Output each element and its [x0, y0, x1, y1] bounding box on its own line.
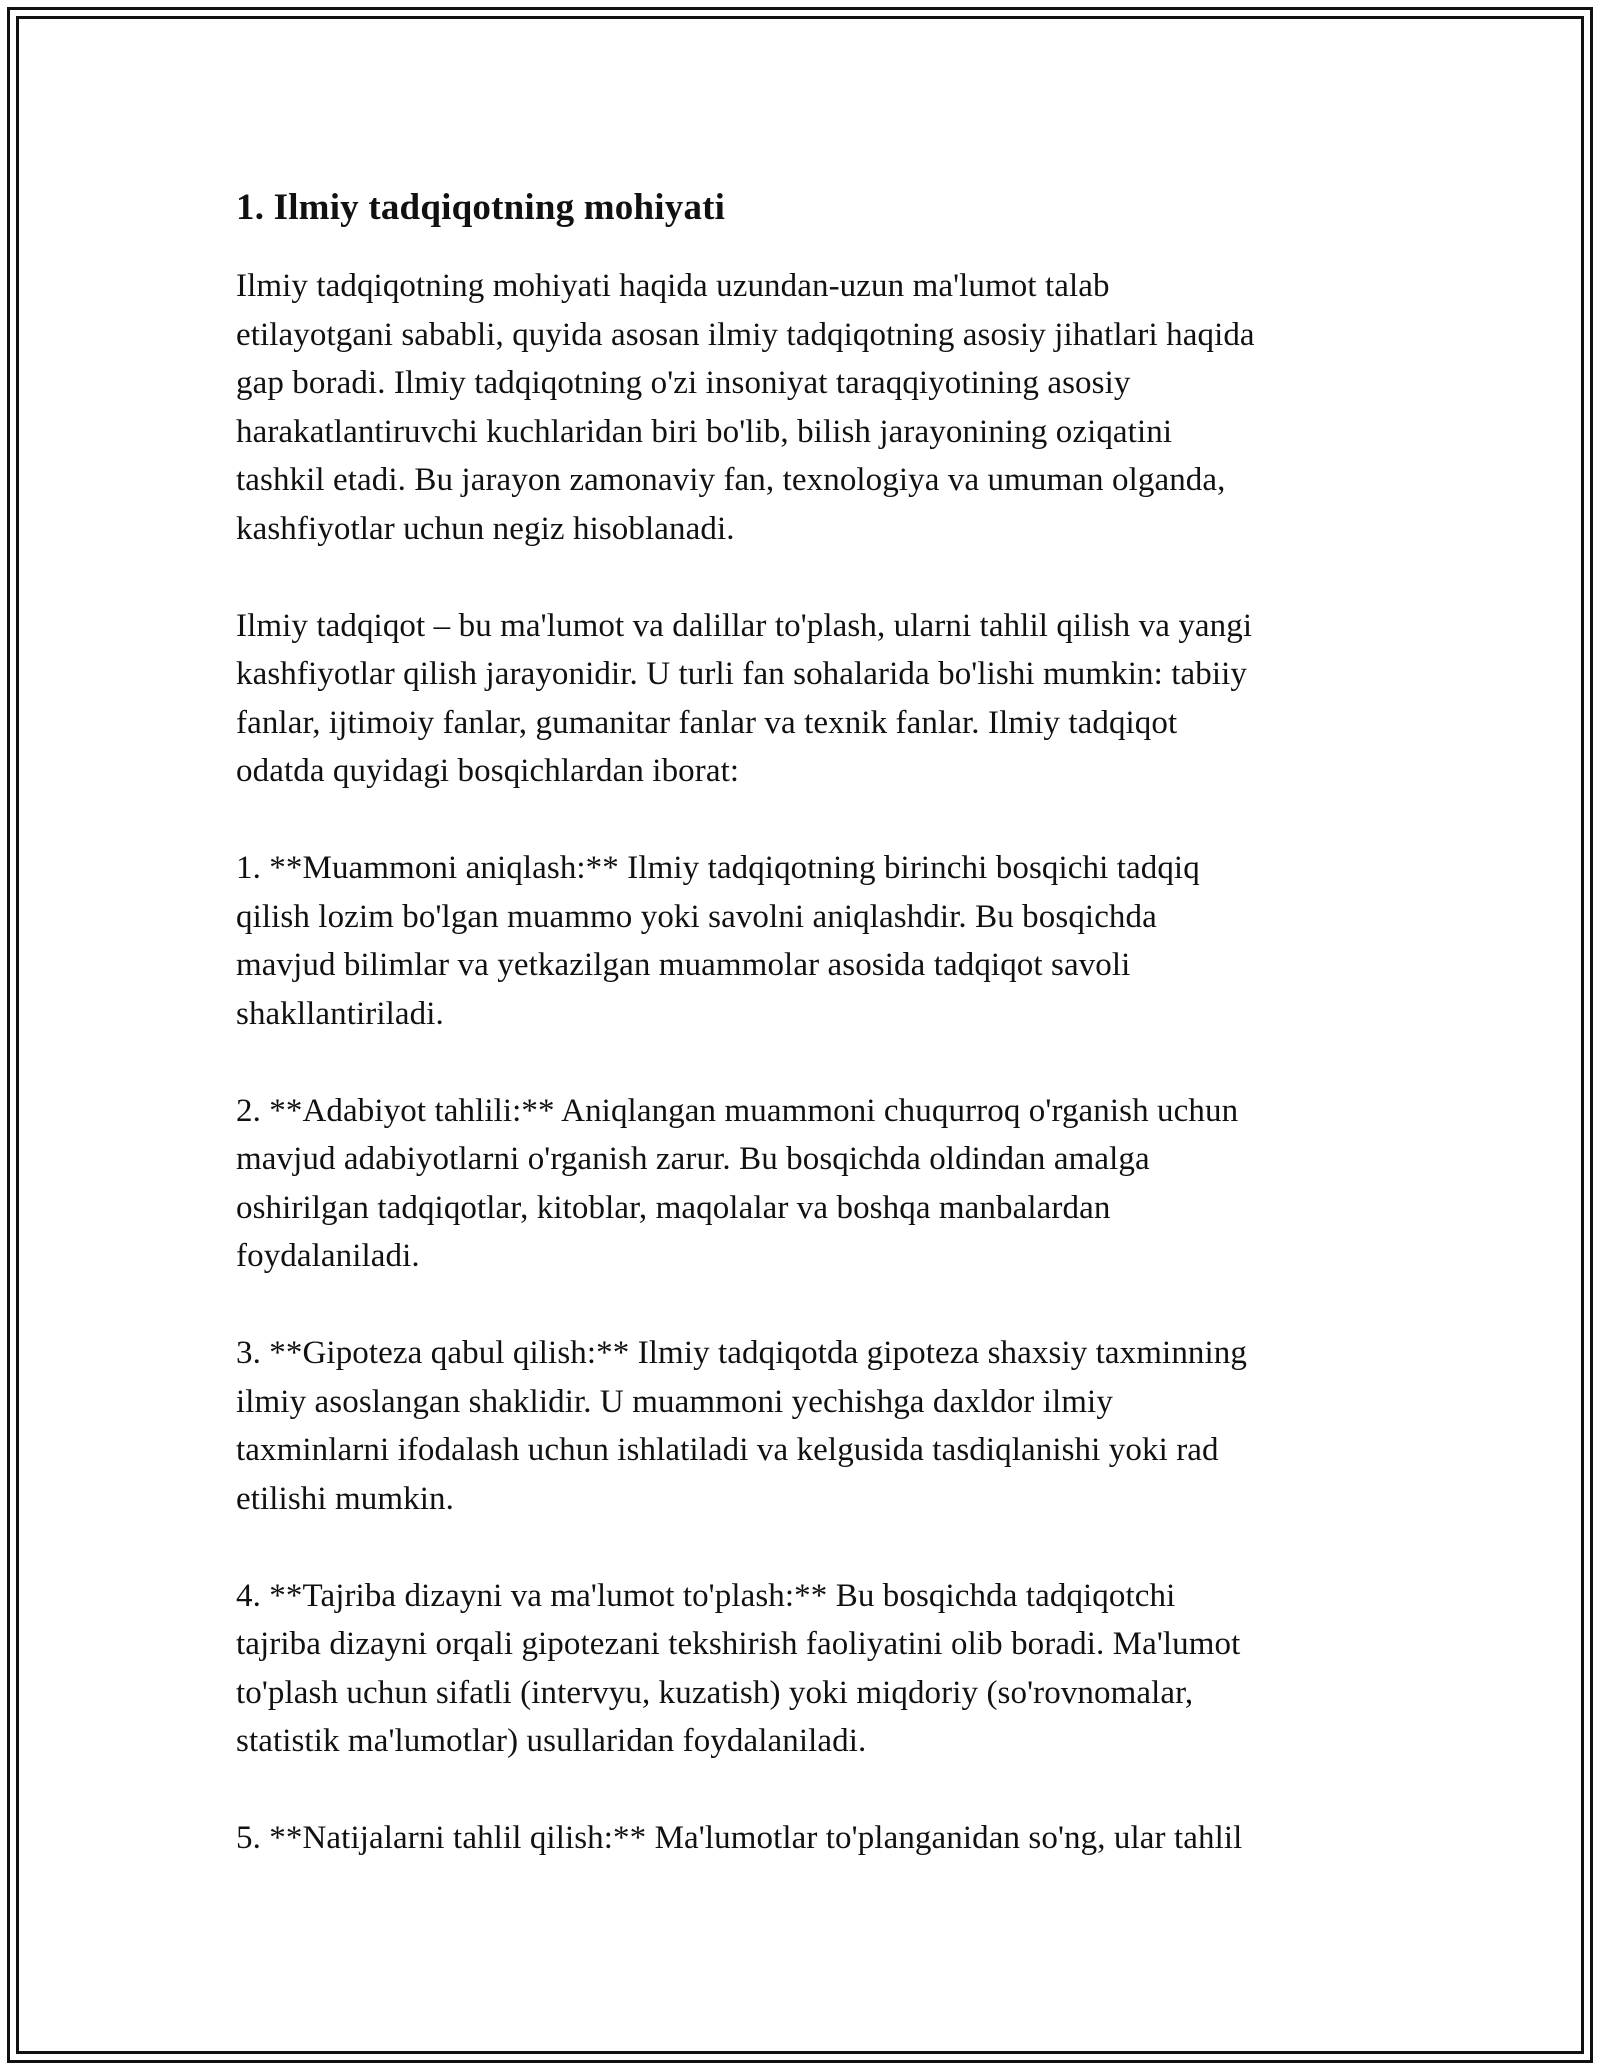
- paragraph-spacer: [236, 553, 1371, 602]
- paragraph-spacer: [236, 1281, 1371, 1330]
- document-body: [236, 186, 1371, 1863]
- list-item-step-4: 4. **Tajriba dizayni va ma'lumot to'plash:** Bu bosqichda tadqiqotchi tajriba dizayni orqali gipotezani tekshirish faoliyatini olib boradi. Ma'lumot to'plash uchun sifatli (intervyu, kuzatish) yoki miqdoriy (so'rovnomalar, statistik ma'lumotlar) usullaridan foydalaniladi.: [236, 1577, 1241, 1760]
- list-item-step-2: 2. **Adabiyot tahlili:** Aniqlangan muammoni chuqurroq o'rganish uchun mavjud adabiyotlarni o'rganish zarur. Bu bosqichda oldindan amalga oshirilgan tadqiqotlar, kitoblar, maqolalar va boshqa manbalardan foydalaniladi.: [236, 1092, 1239, 1275]
- paragraph-spacer: [236, 1766, 1371, 1815]
- paragraph-spacer: [236, 1038, 1371, 1087]
- paragraph-spacer: [236, 1523, 1371, 1572]
- section-heading: 1. Ilmiy tadqiqotning mohiyati: [236, 187, 726, 228]
- paragraph-definition: Ilmiy tadqiqot – bu ma'lumot va dalillar to'plash, ularni tahlil qilish va yangi kashfiyotlar qilish jarayonidir. U turli fan sohalarida bo'lishi mumkin: tabiiy fanlar, ijtimoiy fanlar, gumanitar fanlar va texnik fanlar. Ilmiy tadqiqot odatda quyidagi bosqichlardan iborat:: [236, 607, 1253, 790]
- list-item-step-3: 3. **Gipoteza qabul qilish:** Ilmiy tadqiqotda gipoteza shaxsiy taxminning ilmiy asoslangan shaklidir. U muammoni yechishga daxldor ilmiy taxminlarni ifodalash uchun ishlatiladi va kelgusida tasdiqlanishi yoki rad etilishi mumkin.: [236, 1335, 1247, 1517]
- paragraph-intro: Ilmiy tadqiqotning mohiyati haqida uzundan-uzun ma'lumot talab etilayotgani sababli, quyida asosan ilmiy tadqiqotning asosiy jihatlari haqida gap boradi. Ilmiy tadqiqotning o'zi insoniyat taraqqiyotining asosiy harakatlantiruvchi kuchlaridan biri bo'lib, bilish jarayonining oziqatini tashkil etadi. Bu jarayon zamonaviy fan, texnologiya va umuman olganda, kashfiyotlar uchun negiz hisoblanadi.: [236, 268, 1255, 547]
- list-item-step-5: 5. **Natijalarni tahlil qilish:** Ma'lumotlar to'planganidan so'ng, ular tahlil: [236, 1820, 1243, 1857]
- list-item-step-1: 1. **Muammoni aniqlash:** Ilmiy tadqiqotning birinchi bosqichi tadqiq qilish lozim bo'lgan muammo yoki savolni aniqlashdir. Bu bosqichda mavjud bilimlar va yetkazilgan muammolar asosida tadqiqot savoli shakllantiriladi.: [236, 850, 1200, 1032]
- paragraph-spacer: [236, 796, 1371, 845]
